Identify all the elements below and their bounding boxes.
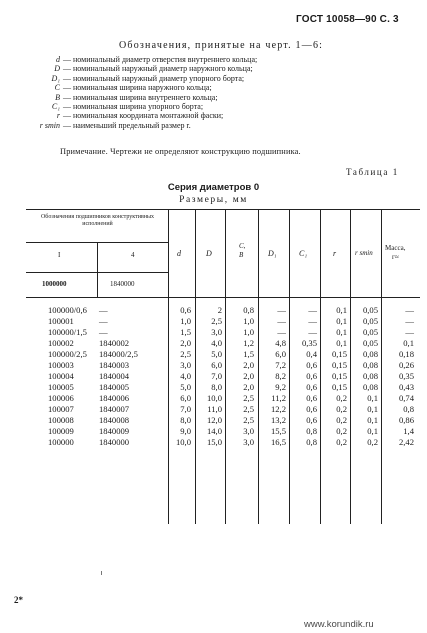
header-col-II: 4 bbox=[131, 251, 135, 259]
col-r: 0,1 0,1 0,1 0,1 0,15 0,15 0,15 0,15 0,2 0,2 0,2 0,2 0,2 bbox=[331, 305, 347, 447]
col-d: 0,6 1,0 1,5 2,0 2,5 3,0 4,0 5,0 6,0 7,0 8,0 9,0 10,0 bbox=[175, 305, 191, 447]
table-col-divider bbox=[97, 242, 98, 297]
legend-item bbox=[20, 83, 420, 92]
legend-text: — номинальный диаметр отверстия внутреннего кольца; bbox=[63, 55, 258, 64]
header-mass-top: Масса, bbox=[385, 244, 406, 252]
header-bearing-designations: Обозначения подшипников конструктивных исполнений bbox=[40, 214, 155, 227]
legend-item bbox=[20, 93, 420, 102]
header-rsmin: r smin bbox=[355, 249, 373, 257]
legend-item bbox=[20, 74, 420, 83]
table-header-bottom-rule bbox=[26, 297, 420, 298]
page-header: ГОСТ 10058—90 С. 3 bbox=[296, 14, 399, 25]
legend-text: — номинальная ширина упорного борта; bbox=[63, 102, 204, 112]
legend-symbol: D₁ bbox=[51, 73, 60, 83]
legend-item bbox=[20, 102, 420, 111]
legend-symbol: C bbox=[54, 83, 60, 93]
legend-title: Обозначения, принятые на черт. 1—6: bbox=[119, 40, 324, 51]
legend-item bbox=[20, 55, 420, 64]
stray-mark bbox=[101, 571, 102, 575]
dims-title: Размеры, мм bbox=[179, 195, 248, 205]
col-D: 2 2,5 3,0 4,0 5,0 6,0 7,0 8,0 10,0 11,0 12,0 14,0 15,0 bbox=[206, 305, 222, 447]
note: Примечание. Чертежи не определяют конструкцию подшипника. bbox=[60, 147, 301, 156]
legend-text: — номинальный наружный диаметр упорного борта; bbox=[63, 73, 245, 83]
legend-symbol: r bbox=[56, 111, 60, 121]
legend-item bbox=[20, 64, 420, 73]
watermark: www.korundik.ru bbox=[304, 619, 374, 630]
legend-list bbox=[20, 55, 420, 130]
header-C1: C₁ bbox=[299, 249, 308, 258]
header-r: r bbox=[333, 249, 337, 258]
legend-symbol: D bbox=[54, 64, 60, 74]
legend-symbol: r smin bbox=[39, 120, 60, 130]
header-d: d bbox=[177, 249, 181, 258]
legend-text: — номинальная ширина наружного кольца; bbox=[63, 83, 212, 93]
col-designation-II: — — — 1840002 184000/2,5 1840003 1840004 1840005 1840006 1840007 1840008 1840009 1840000 bbox=[99, 305, 138, 447]
legend-item bbox=[20, 121, 420, 130]
header-D1: D₁ bbox=[268, 249, 277, 258]
header-mass-bottom: г≈ bbox=[392, 253, 399, 261]
header-CB-bottom: B bbox=[239, 251, 244, 259]
legend-text: — номинальная ширина внутреннего кольца; bbox=[63, 92, 218, 102]
col-rsmin: 0,05 0,05 0,05 0,05 0,08 0,08 0,08 0,08 0,1 0,1 0,1 0,1 0,2 bbox=[362, 305, 378, 447]
header-col-I: I bbox=[58, 251, 61, 259]
col-C1: — — — 0,35 0,4 0,6 0,6 0,6 0,6 0,6 0,6 0,8 0,8 bbox=[301, 305, 317, 447]
legend-symbol: C₁ bbox=[51, 102, 60, 112]
legend-symbol: B bbox=[55, 92, 60, 102]
legend-text: — наименьший предельный размер r. bbox=[63, 120, 191, 130]
col-designation-I: 100000/0,6 100001 100000/1,5 100002 100000/2,5 100003 100004 100005 100006 100007 100008 100009 100000 bbox=[48, 305, 87, 447]
footer-page-number: 2* bbox=[14, 595, 23, 605]
legend-text: — номинальный наружный диаметр наружного кольца; bbox=[63, 64, 253, 74]
col-mass: — — — 0,1 0,18 0,26 0,35 0,43 0,74 0,8 0,86 1,4 2,42 bbox=[398, 305, 414, 447]
header-D: D bbox=[206, 249, 212, 258]
legend-symbol: d bbox=[56, 55, 60, 64]
legend-item bbox=[20, 111, 420, 120]
header-base-II: 1840000 bbox=[110, 280, 135, 288]
header-base-I: 1000000 bbox=[42, 280, 67, 288]
header-CB-top: C, bbox=[239, 242, 246, 250]
col-D1: — — — 4,8 6,0 7,2 8,2 9,2 11,2 12,2 13,2 15,5 16,5 bbox=[270, 305, 286, 447]
series-title: Серия диаметров 0 bbox=[167, 182, 260, 193]
col-CB: 0,8 1,0 1,0 1,2 1,5 2,0 2,0 2,0 2,5 2,5 2,5 3,0 3,0 bbox=[243, 305, 254, 447]
table-caption: Таблица 1 bbox=[346, 167, 399, 177]
legend-text: — номинальная координата монтажной фаски; bbox=[63, 111, 224, 121]
table-top-rule bbox=[26, 209, 420, 210]
